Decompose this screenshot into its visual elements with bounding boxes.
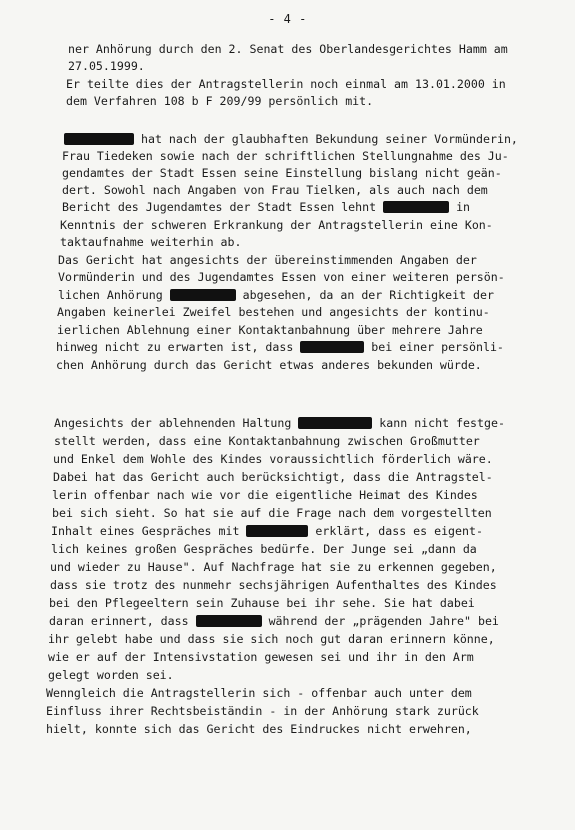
text-segment: 27.05.1999. — [68, 59, 145, 73]
text-line — [53, 452, 493, 467]
text-line — [52, 488, 478, 503]
text-segment: und Enkel dem Wohle des Kindes voraussichtlich förderlich wäre. — [53, 452, 493, 466]
text-segment: Angesichts der ablehnenden Haltung — [54, 416, 299, 430]
text-line — [66, 77, 506, 92]
text-segment: Vormünderin und des Jugendamtes Essen von einer weiteren persön- — [58, 270, 505, 284]
text-segment: Frau Tiedeken sowie nach der schriftlichen Stellungnahme des Ju- — [62, 149, 509, 163]
text-segment: Einfluss ihrer Rechtsbeiständin - in der Anhörung stark zurück — [46, 704, 479, 718]
text-line — [46, 686, 472, 701]
text-line — [54, 416, 505, 431]
text-segment: Kenntnis der schweren Erkrankung der Antragstellerin eine Kon- — [60, 218, 493, 232]
text-segment: hinweg nicht zu erwarten ist, dass — [56, 340, 301, 354]
text-segment: Er teilte dies der Antragstellerin noch einmal am 13.01.2000 in — [66, 77, 506, 91]
text-line — [48, 650, 474, 665]
text-segment: hielt, konnte sich das Gericht des Eindruckes nicht erwehren, — [46, 722, 472, 736]
text-segment: stellt werden, dass eine Kontaktanbahnung zwischen Großmutter — [54, 434, 480, 448]
text-segment: wie er auf der Intensivstation gewesen sei und ihr in den Arm — [48, 650, 474, 664]
text-line — [51, 524, 483, 539]
text-line — [58, 253, 477, 268]
text-line — [60, 218, 493, 233]
text-segment: abgesehen, da an der Richtigkeit der — [235, 288, 494, 302]
text-line — [62, 200, 470, 215]
text-segment: dass sie trotz des nunmehr sechsjährigen Aufenthaltes des Kindes — [50, 578, 497, 592]
text-line — [62, 166, 502, 181]
text-line — [60, 235, 241, 250]
text-line — [51, 542, 477, 557]
text-segment: Bericht des Jugendamtes der Stadt Essen lehnt — [62, 200, 384, 214]
text-line — [48, 668, 174, 683]
text-segment: bei den Pflegeeltern sein Zuhause bei ihr sehe. Sie hat dabei — [49, 596, 475, 610]
text-line — [49, 614, 499, 629]
text-segment: bei sich sieht. So hat sie auf die Frage nach dem vorgestellten — [52, 506, 492, 520]
text-segment: Angaben keinerlei Zweifel bestehen und angesichts der kontinu- — [57, 305, 490, 319]
text-line — [50, 560, 497, 575]
text-line — [58, 270, 505, 285]
text-line — [68, 42, 508, 57]
text-segment: und wieder zu Hause". Auf Nachfrage hat sie zu erkennen gegeben, — [50, 560, 497, 574]
text-segment: gelegt worden sei. — [48, 668, 174, 682]
text-line — [50, 578, 497, 593]
text-segment: hat nach der glaubhaften Bekundung seiner Vormünderin, — [134, 132, 518, 146]
text-line — [48, 632, 495, 647]
text-line — [57, 305, 490, 320]
text-segment: ihr gelebt habe und dass sie sich noch gut daran erinnern könne, — [48, 632, 495, 646]
text-segment: dem Verfahren 108 b F 209/99 persönlich mit. — [66, 94, 374, 108]
text-segment: ner Anhörung durch den 2. Senat des Oberlandesgerichtes Hamm am — [68, 42, 508, 56]
text-line — [66, 94, 373, 109]
text-line — [62, 183, 488, 198]
text-line — [58, 288, 494, 303]
text-line — [56, 340, 504, 355]
text-segment: Wenngleich die Antragstellerin sich - offenbar auch unter dem — [46, 686, 472, 700]
redaction-bar — [170, 289, 236, 301]
text-line — [56, 358, 482, 373]
text-segment: dert. Sowohl nach Angaben von Frau Tielken, als auch nach dem — [62, 183, 488, 197]
page-number: - 4 - — [268, 12, 307, 26]
redaction-bar — [246, 525, 308, 537]
text-segment: während der „prägenden Jahre" bei — [261, 614, 499, 628]
text-segment: daran erinnert, dass — [49, 614, 196, 628]
text-segment: lichen Anhörung — [58, 288, 170, 302]
text-segment: lerin offenbar nach wie vor die eigentliche Heimat des Kindes — [52, 488, 478, 502]
text-segment: gendamtes der Stadt Essen seine Einstellung bislang nicht geän- — [62, 166, 502, 180]
text-line — [52, 506, 492, 521]
text-segment: bei einer persönli- — [364, 340, 504, 354]
text-segment: lich keines großen Gespräches bedürfe. Der Junge sei „dann da — [51, 542, 477, 556]
text-segment: taktaufnahme weiterhin ab. — [60, 235, 242, 249]
text-line — [62, 149, 509, 164]
text-line — [54, 434, 480, 449]
text-segment: in — [449, 200, 471, 214]
text-line — [46, 704, 479, 719]
redaction-bar — [196, 615, 262, 627]
text-segment: Inhalt eines Gespräches mit — [51, 524, 247, 538]
text-line — [68, 59, 145, 74]
text-line — [49, 596, 475, 611]
text-segment: ierlichen Ablehnung einer Kontaktanbahnung über mehrere Jahre — [57, 323, 483, 337]
text-line — [64, 132, 518, 147]
redaction-bar — [64, 133, 134, 145]
text-segment: kann nicht festge- — [372, 416, 505, 430]
text-segment: Dabei hat das Gericht auch berücksichtigt, dass die Antragstel- — [53, 470, 493, 484]
redaction-bar — [298, 417, 372, 429]
text-segment: Das Gericht hat angesichts der übereinstimmenden Angaben der — [58, 253, 477, 267]
redaction-bar — [383, 201, 449, 213]
text-line — [53, 470, 493, 485]
text-segment: erklärt, dass es eigent- — [308, 524, 483, 538]
text-line — [46, 722, 472, 737]
redaction-bar — [300, 341, 364, 353]
text-segment: chen Anhörung durch das Gericht etwas anderes bekunden würde. — [56, 358, 482, 372]
text-line — [57, 323, 483, 338]
